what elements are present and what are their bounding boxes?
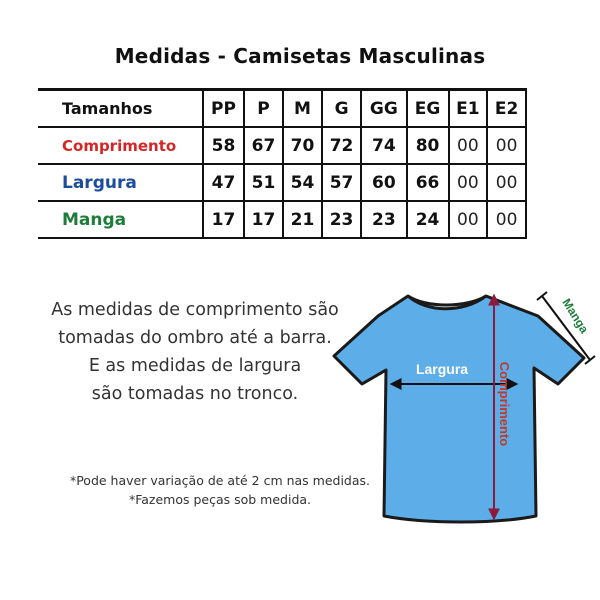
table-cell: 57 [322, 164, 361, 201]
length-label: Comprimento [497, 361, 512, 447]
table-row-largura [38, 164, 526, 201]
size-table [38, 88, 527, 239]
table-cell: 00 [449, 164, 488, 201]
table-cell: 72 [322, 127, 361, 164]
measurement-description [30, 296, 360, 408]
table-cell: 74 [361, 127, 407, 164]
table-cell: 58 [203, 127, 244, 164]
table-cell: 23 [322, 201, 361, 238]
table-cell: 00 [487, 127, 526, 164]
table-cell: 00 [449, 127, 488, 164]
description-line: tomadas do ombro até a barra. [58, 328, 332, 348]
description-line: são tomadas no tronco. [91, 384, 299, 404]
width-label: Largura [415, 361, 469, 377]
header-cell-eg: EG [407, 90, 449, 128]
header-cell-gg: GG [361, 90, 407, 128]
description-line: E as medidas de largura [88, 356, 302, 376]
sleeve-label: Manga [559, 296, 592, 336]
table-row-comprimento [38, 127, 526, 164]
table-cell: 54 [283, 164, 322, 201]
header-cell-e1: E1 [449, 90, 488, 128]
table-cell: 51 [244, 164, 283, 201]
table-cell: 17 [203, 201, 244, 238]
table-cell: 00 [487, 201, 526, 238]
sleeve-arrow-cap-bottom [585, 356, 595, 364]
table-cell: 66 [407, 164, 449, 201]
header-cell-m: M [283, 90, 322, 128]
header-cell-e2: E2 [487, 90, 526, 128]
tshirt-diagram [326, 284, 600, 524]
variation-note: *Pode haver variação de até 2 cm nas medidas. [69, 473, 371, 488]
table-cell: 47 [203, 164, 244, 201]
tshirt-shape [334, 296, 584, 522]
table-cell: 24 [407, 201, 449, 238]
table-cell: 80 [407, 127, 449, 164]
table-cell: 00 [487, 164, 526, 201]
table-row-manga [38, 201, 526, 238]
header-cell-p: P [244, 90, 283, 128]
row-label-largura: Largura [38, 164, 203, 201]
custom-order-note: *Fazemos peças sob medida. [128, 492, 312, 507]
row-label-manga: Manga [38, 201, 203, 238]
description-line: As medidas de comprimento são [51, 300, 339, 320]
header-cell-g: G [322, 90, 361, 128]
table-cell: 67 [244, 127, 283, 164]
sleeve-arrow-cap-top [537, 292, 547, 300]
header-cell-tamanhos: Tamanhos [38, 90, 203, 128]
table-cell: 21 [283, 201, 322, 238]
row-label-comprimento: Comprimento [38, 127, 203, 164]
table-cell: 23 [361, 201, 407, 238]
table-cell: 70 [283, 127, 322, 164]
table-cell: 17 [244, 201, 283, 238]
table-header-row [38, 90, 526, 128]
table-cell: 60 [361, 164, 407, 201]
header-cell-pp: PP [203, 90, 244, 128]
table-cell: 00 [449, 201, 488, 238]
page-title: Medidas - Camisetas Masculinas [114, 44, 486, 68]
